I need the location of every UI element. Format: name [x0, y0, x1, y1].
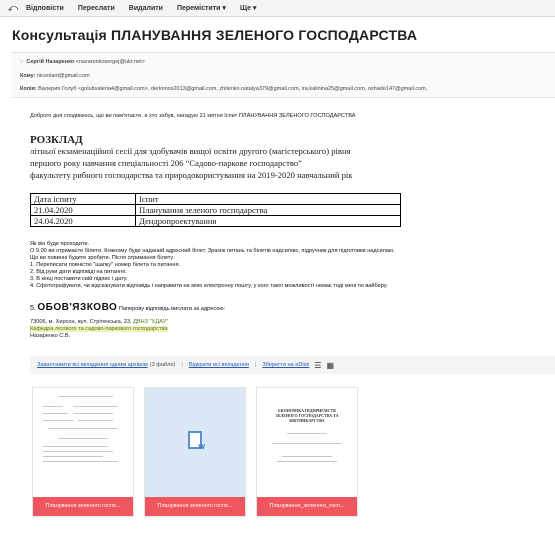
schedule-title: РОЗКЛАД — [30, 134, 83, 146]
download-all-link[interactable]: Завантажити всі вкладення одним архівом — [37, 362, 148, 368]
to-label: Кому: — [20, 73, 36, 79]
save-edisk-link[interactable]: Зберегти на eDisk — [262, 362, 310, 368]
attachment-card[interactable] — [144, 387, 246, 517]
move-button[interactable]: Перемістити ▾ — [176, 5, 226, 12]
word-document-icon: W — [188, 431, 202, 449]
table-header-row — [31, 194, 401, 205]
table-row — [31, 205, 401, 216]
attachment-name[interactable]: Планування зеленого госпо... — [145, 497, 245, 516]
divider: | — [254, 362, 257, 368]
grid-view-icon[interactable]: ▦ — [326, 360, 334, 370]
sender-email[interactable]: <nazarenkosergej@ukr.net> — [75, 59, 145, 65]
to-value[interactable]: nicoolant@gmail.com — [37, 73, 90, 79]
attachment-preview — [145, 388, 245, 497]
instruction-line: 2. Від руки дати відповіді на питання. — [30, 269, 127, 275]
address-name: Назаренко С.В. — [30, 333, 71, 339]
more-button[interactable]: Ще ▾ — [239, 5, 257, 12]
address-department: Кафедра лісового та садово-паркового господарства — [30, 326, 168, 332]
forward-button[interactable]: Переслати — [77, 4, 115, 12]
attachments-bar — [30, 356, 555, 374]
to-row — [20, 73, 90, 79]
address-street: 73006, м. Херсон, вул. Стрітенська, 23, — [30, 319, 134, 325]
delete-button[interactable]: Видалити — [128, 4, 163, 12]
message-toolbar — [0, 0, 555, 17]
message-headers — [12, 52, 555, 98]
schedule-line: літньої екзаменаційної сесії для здобувачів вищої освіти другого (магістерського) рівня — [30, 146, 351, 156]
divider: | — [181, 362, 183, 368]
attachment-card[interactable] — [256, 387, 358, 517]
back-arrow-icon[interactable]: ⤺ — [7, 2, 19, 14]
cc-label: Копія: — [20, 86, 37, 92]
mandatory-line — [30, 302, 225, 313]
attachments-count: (3 файли) — [149, 362, 176, 368]
address-university: ДВНЗ "ХДАУ" — [133, 319, 169, 325]
instruction-line: 3. В кінці поставити свій підпис і дату. — [30, 276, 128, 282]
attachment-name[interactable]: Планування_зеленого_госп... — [257, 497, 357, 516]
schedule-line: факультету рибного господарства та природокористування на 2019-2020 навчальний рік — [30, 170, 353, 180]
table-header: Дата іспиту — [31, 194, 136, 205]
table-row — [31, 216, 401, 227]
table-header: Іспит — [136, 194, 401, 205]
preview-title: ЕКОНОМІКА ПІДПРИЄМСТВ ЗЕЛЕНОГО ГОСПОДАРСТВА ТА КВІТНИКАРСТВА — [275, 408, 339, 423]
attachment-card[interactable] — [32, 387, 134, 517]
mandatory-number: 5. — [30, 305, 36, 312]
mandatory-heading: ОБОВ'ЯЗКОВО — [37, 302, 118, 313]
attachment-preview — [257, 388, 357, 497]
list-view-icon[interactable]: ☰ — [314, 360, 322, 370]
instruction-line: О 9.00 ви отримаєте білети. Кожному буде наданий адресний білет. Зразок питань та білетів надсилаю, підручник для підготовки надсилаю. — [30, 248, 395, 254]
instruction-line: Як він буде проходити. — [30, 241, 90, 247]
cc-row — [20, 86, 427, 92]
reply-button[interactable]: Відповісти — [26, 4, 64, 12]
instruction-line: 4. Сфотографувати, чи відсканувати відповідь і направити на мою електронну пошту, у кого такої можливості немає тоді мені по вайберу. — [30, 283, 388, 289]
table-cell: Дендропроектування — [136, 216, 401, 227]
sender-dot-icon: ○ — [20, 59, 24, 65]
mandatory-text: Паперову відповідь вислати за адресою: — [117, 306, 226, 312]
exam-table — [30, 193, 401, 227]
instruction-line: Що ви повинні будете зробити. Після отримання білету: — [30, 255, 175, 261]
table-cell: 24.04.2020 — [31, 216, 136, 227]
schedule-line: першого року навчання спеціальності 206 “Садово-паркове господарство” — [30, 158, 302, 168]
attachment-preview — [33, 388, 133, 497]
open-all-link[interactable]: Відкрити всі вкладення — [188, 362, 249, 368]
sender-name[interactable]: Сергій Назаренко — [26, 59, 75, 65]
table-cell: 21.04.2020 — [31, 205, 136, 216]
from-row — [20, 59, 145, 65]
instruction-line: 1. Переписати повністю "шапку" номер білета та питання. — [30, 262, 181, 268]
attachment-name[interactable]: Планування зеленого госпо... — [33, 497, 133, 516]
table-cell: Планування зеленого господарства — [136, 205, 401, 216]
greeting-text: Доброго дня сподіваюсь, що ви пам'ятаєте, а хто забув, нагадую 21 квітня Іспит ПЛАНУВАННЯ ЗЕЛЕНОГО ГОСПОДАРСТВА — [30, 113, 356, 119]
address-line — [30, 319, 168, 325]
message-subject: Консультація ПЛАНУВАННЯ ЗЕЛЕНОГО ГОСПОДАРСТВА — [12, 27, 418, 43]
cc-value[interactable]: Валерия Голуб <golubvaleria4@gmail.com>, derkonos2013@gmail.com, zhilenko.natalya379@gmail.com, ira.kalinina25@gmail.com, oshade147@gmail.com, — [38, 86, 428, 92]
